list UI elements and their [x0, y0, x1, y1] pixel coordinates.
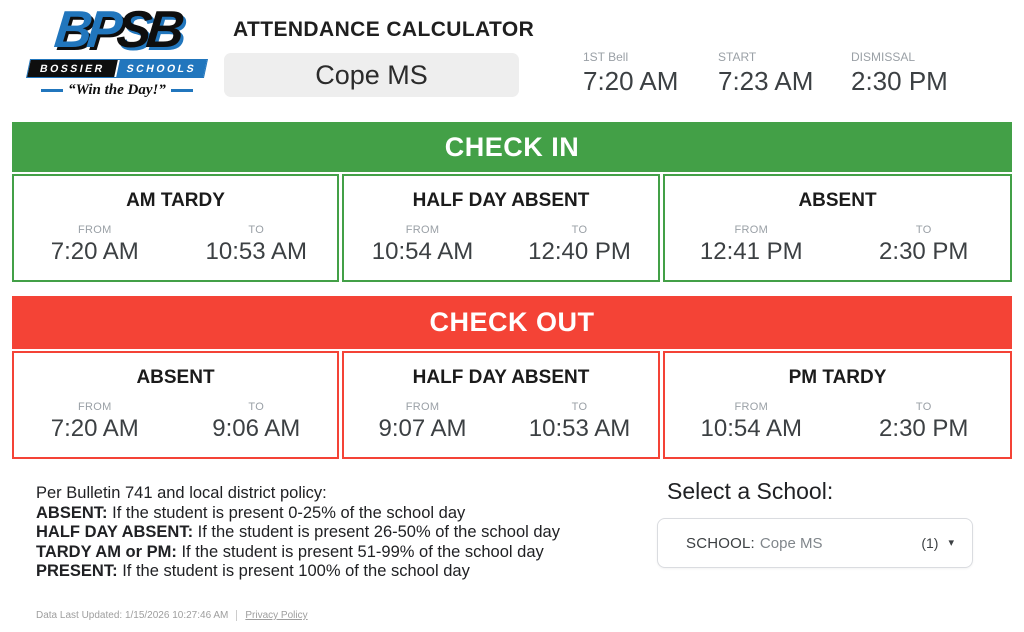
tagline-rule-left [41, 89, 63, 92]
to-label: TO [248, 224, 265, 236]
dropdown-right [921, 535, 954, 551]
policy-rule-text: If the student is present 100% of the school day [122, 562, 470, 580]
start-bell-time: 7:23 AM [718, 66, 814, 96]
tagline-rule-right [171, 89, 193, 92]
footer [36, 610, 1024, 621]
check-in-am-tardy-cell [12, 174, 339, 282]
from-time: 7:20 AM [50, 238, 139, 265]
dropdown-count-badge: (1) [921, 535, 939, 551]
from-to-row [665, 224, 1010, 266]
tagline-text: “Win the Day!” [68, 82, 166, 98]
check-out-absent-cell [12, 351, 339, 459]
cell-title: AM TARDY [126, 190, 225, 211]
check-out-pm-tardy-cell [663, 351, 1012, 459]
to-column [176, 401, 338, 443]
selected-school-display: Cope MS [224, 53, 519, 97]
from-to-row [14, 224, 337, 266]
start-bell-label: START [718, 50, 757, 64]
logo-tagline [28, 82, 206, 99]
dropdown-label: SCHOOL: [686, 534, 755, 552]
cell-title: PM TARDY [788, 367, 887, 388]
policy-rule-text: If the student is present 26-50% of the school day [197, 523, 560, 541]
check-in-banner: CHECK IN [12, 122, 1012, 172]
first-bell [583, 50, 718, 97]
from-to-row [344, 401, 658, 443]
from-label: FROM [734, 401, 769, 413]
from-column [14, 224, 176, 266]
check-out-section [12, 296, 1012, 459]
from-time: 10:54 AM [371, 238, 474, 265]
to-label: TO [915, 401, 932, 413]
to-column [176, 224, 338, 266]
from-column [665, 224, 838, 266]
from-label: FROM [405, 224, 440, 236]
from-to-row [14, 401, 337, 443]
check-in-section [12, 122, 1012, 282]
policy-intro: Per Bulletin 741 and local district policy: [36, 484, 327, 502]
select-school-heading: Select a School: [667, 478, 834, 504]
from-label: FROM [734, 224, 769, 236]
to-column [838, 401, 1011, 443]
from-time: 7:20 AM [50, 415, 139, 442]
start-bell [718, 50, 851, 97]
cell-title: ABSENT [798, 190, 877, 211]
dismissal-bell [851, 50, 986, 97]
policy-rule-text: If the student is present 51-99% of the school day [181, 542, 544, 561]
bottom-section [0, 478, 1024, 594]
from-column [14, 401, 176, 443]
check-out-half-day-absent-cell [342, 351, 660, 459]
to-label: TO [915, 224, 932, 236]
from-label: FROM [77, 401, 112, 413]
to-time: 12:40 PM [528, 238, 631, 265]
school-dropdown[interactable] [657, 518, 973, 568]
bell-times [583, 50, 986, 97]
logo-banner [26, 59, 208, 78]
footer-divider [236, 610, 237, 621]
policy-rule-label: ABSENT: [36, 503, 108, 522]
from-to-row [344, 224, 658, 266]
to-time: 10:53 AM [205, 238, 307, 265]
check-out-banner: CHECK OUT [12, 296, 1012, 349]
to-label: TO [571, 401, 588, 413]
dismissal-bell-label: DISMISSAL [851, 50, 916, 64]
cell-title: HALF DAY ABSENT [412, 190, 590, 211]
page-title: ATTENDANCE CALCULATOR [233, 18, 535, 41]
header [0, 0, 1024, 118]
first-bell-time: 7:20 AM [583, 66, 679, 96]
chevron-down-icon: ▾ [948, 536, 954, 549]
to-column [501, 401, 658, 443]
privacy-policy-link[interactable]: Privacy Policy [245, 610, 308, 621]
policy-rule-label: TARDY AM or PM: [36, 542, 177, 561]
check-in-absent-cell [663, 174, 1012, 282]
to-time: 10:53 AM [528, 415, 631, 442]
from-label: FROM [77, 224, 112, 236]
logo-schools-label: SCHOOLS [116, 60, 207, 77]
from-to-row [665, 401, 1010, 443]
check-out-cells [12, 351, 1012, 459]
cell-title: ABSENT [136, 367, 215, 388]
bpsb-logo [28, 1, 206, 99]
policy-rule-label: PRESENT: [36, 562, 118, 580]
bpsb-logo-letters [25, 1, 208, 59]
logo-letters-sb: SB [113, 1, 183, 59]
to-label: TO [248, 401, 265, 413]
check-in-half-day-absent-cell [342, 174, 660, 282]
to-time: 2:30 PM [879, 415, 969, 442]
school-select-panel [657, 478, 973, 568]
to-column [838, 224, 1011, 266]
to-label: TO [571, 224, 588, 236]
to-time: 9:06 AM [212, 415, 301, 442]
from-time: 12:41 PM [699, 238, 803, 265]
to-column [501, 224, 658, 266]
policy-rule-label: HALF DAY ABSENT: [36, 523, 194, 541]
data-last-updated: Data Last Updated: 1/15/2026 10:27:46 AM [36, 610, 229, 621]
from-column [344, 224, 501, 266]
logo-bossier-label: BOSSIER [27, 60, 118, 77]
from-column [344, 401, 501, 443]
check-in-cells [12, 174, 1012, 282]
first-bell-label: 1ST Bell [583, 50, 629, 64]
policy-rule-text: If the student is present 0-25% of the school day [112, 503, 466, 522]
from-time: 9:07 AM [378, 415, 467, 442]
from-column [665, 401, 838, 443]
from-time: 10:54 AM [700, 415, 802, 442]
from-label: FROM [405, 401, 440, 413]
cell-title: HALF DAY ABSENT [412, 367, 590, 388]
dropdown-selected-value: Cope MS [759, 534, 823, 552]
logo-letters-bp: BP [51, 1, 121, 59]
to-time: 2:30 PM [879, 238, 969, 265]
dismissal-bell-time: 2:30 PM [851, 66, 948, 96]
